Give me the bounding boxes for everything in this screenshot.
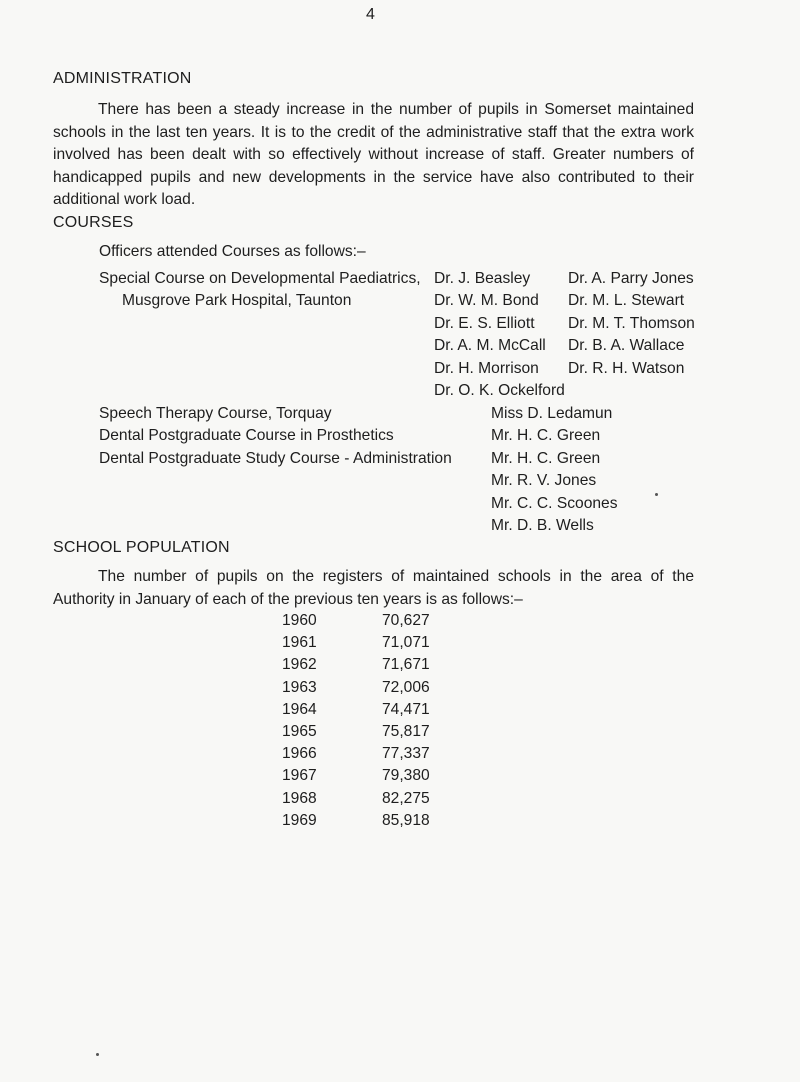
table-row [282,721,482,743]
pupils-cell: 82,275 [382,789,430,807]
table-row [282,743,482,765]
pupils-cell: 72,006 [382,678,430,696]
year-cell: 1967 [282,767,317,785]
year-cell: 1968 [282,789,317,807]
attendee: Dr. O. K. Ockelford [434,382,565,400]
year-cell: 1964 [282,700,317,718]
table-row [282,632,482,654]
table-row [282,788,482,810]
paediatrics-course-title: Special Course on Developmental Paediatrics, [99,270,421,287]
pupils-cell: 71,671 [382,656,430,674]
attendee: Dr. A. M. McCall [434,337,546,355]
year-cell: 1966 [282,745,317,763]
ink-speck [655,493,658,496]
attendee: Dr. W. M. Bond [434,292,539,310]
paediatrics-attendees-col1 [434,268,565,402]
attendee: Dr. M. L. Stewart [568,292,685,310]
pupils-cell: 75,817 [382,723,430,741]
paediatrics-attendees-col2 [568,268,695,380]
attendee: Dr. R. H. Watson [568,359,685,377]
ink-speck [96,1053,99,1056]
course-title: Dental Postgraduate Study Course - Administration [99,449,452,467]
attendee: Dr. H. Morrison [434,359,539,377]
table-row [282,810,482,832]
attendee: Dr. E. S. Elliott [434,314,535,332]
attendee: Dr. A. Parry Jones [568,270,694,287]
year-cell: 1962 [282,656,317,674]
administration-heading: ADMINISTRATION [53,70,192,87]
table-row [282,699,482,721]
year-cell: 1960 [282,612,317,629]
course-title: Speech Therapy Course, Torquay [99,405,332,422]
attendee: Dr. B. A. Wallace [568,337,685,355]
attendee: Mr. H. C. Green [491,427,601,445]
table-row [282,610,482,632]
school-population-paragraph: The number of pupils on the registers of maintained schools in the area of the Authority in January of each of the previous ten years is as follows:– [53,568,694,608]
year-cell: 1965 [282,723,317,741]
course-title: Dental Postgraduate Course in Prosthetics [99,427,394,445]
attendee: Miss D. Ledamun [491,405,613,422]
pupils-cell: 74,471 [382,700,430,718]
attendee: Mr. C. C. Scoones [491,494,618,512]
pupils-cell: 85,918 [382,811,430,829]
other-course-titles [99,403,452,470]
courses-intro: Officers attended Courses as follows:– [99,243,366,260]
paediatrics-course-location: Musgrove Park Hospital, Taunton [122,292,352,309]
attendee: Mr. H. C. Green [491,449,601,467]
year-cell: 1963 [282,678,317,696]
other-course-attendees [491,403,618,537]
year-cell: 1961 [282,634,317,652]
pupils-cell: 70,627 [382,612,430,629]
table-row [282,677,482,699]
attendee: Mr. D. B. Wells [491,517,594,535]
page-number: 4 [366,6,375,23]
attendee: Dr. M. T. Thomson [568,314,695,332]
population-table [282,610,482,832]
table-row [282,654,482,676]
courses-heading: COURSES [53,214,134,231]
pupils-cell: 79,380 [382,767,430,785]
attendee: Dr. J. Beasley [434,270,531,287]
pupils-cell: 77,337 [382,745,430,763]
table-row [282,765,482,787]
school-population-heading: SCHOOL POPULATION [53,539,230,556]
pupils-cell: 71,071 [382,634,430,652]
year-cell: 1969 [282,811,317,829]
administration-paragraph: There has been a steady increase in the number of pupils in Somerset maintained schools in the last ten years. It is to the credit of the administrative staff that the extra work involved has been dealt with so effectively without increase of staff. Greater numbers of handicapped pupils and new developments in the service have also contributed to their additional work load. [53,101,694,209]
attendee: Mr. R. V. Jones [491,472,597,490]
